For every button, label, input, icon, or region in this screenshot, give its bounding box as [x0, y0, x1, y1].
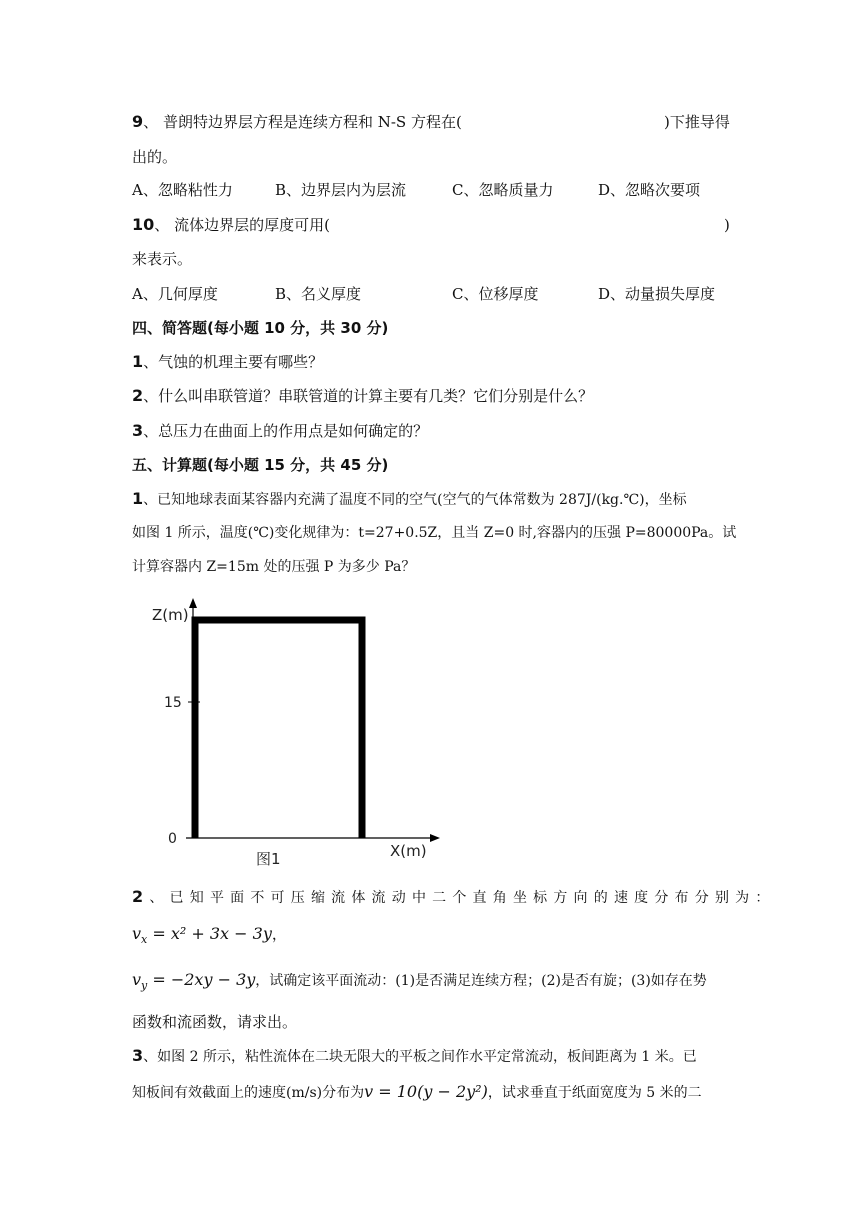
q10-tail: ): [724, 216, 730, 234]
q10-line: [132, 215, 330, 235]
q10-options: [132, 284, 752, 304]
q10-option-b: B、名义厚度: [275, 285, 362, 303]
z-axis-label: Z(m): [152, 606, 189, 624]
section5-p3-text1: 、如图 2 所示，粘性流体在二块无限大的平板之间作水平定常流动，板间距离为 1 米。已: [143, 1049, 697, 1065]
q9-tail: )下推导得: [664, 113, 730, 131]
section5-p2-line1: [132, 887, 776, 908]
vy-symbol: v: [132, 970, 142, 989]
q10-option-a: A、几何厚度: [132, 285, 218, 303]
section4-item-3: [132, 421, 428, 441]
vx-expression: = x² + 3x − 3y: [147, 924, 272, 943]
origin-label: 0: [168, 831, 177, 847]
q9-options: [132, 180, 752, 200]
vx-symbol: v: [132, 924, 142, 943]
vy-subscript: y: [141, 978, 148, 992]
section5-p1-line2: 如图 1 所示，温度(℃)变化规律为：t=27+0.5Z，且当 Z=0 时,容器内的压强 P=80000Pa。试: [132, 525, 737, 541]
q9-separator: 、: [143, 113, 159, 131]
vy-expression: = −2xy − 3y: [147, 970, 256, 989]
q9-option-d: D、忽略次要项: [598, 181, 701, 199]
section5-p3-number: 3: [132, 1046, 144, 1065]
section4-title: 四、简答题(每小题 10 分，共 30 分): [132, 319, 389, 337]
section5-title: 五、计算题(每小题 15 分，共 45 分): [132, 456, 389, 474]
section5-p3-line1: [132, 1046, 697, 1067]
section5-p2-vy-line: [132, 970, 707, 996]
q10-text: 流体边界层的厚度可用(: [174, 216, 330, 234]
section5-p2-vx-line: [132, 924, 287, 950]
section4-item-2-text: 、什么叫串联管道？串联管道的计算主要有几类？它们分别是什么？: [143, 387, 594, 405]
section5-p1-line1: [132, 489, 687, 510]
section4-item-3-number: 3: [132, 421, 144, 440]
container-outline: [195, 620, 362, 838]
section5-p1-line3: 计算容器内 Z=15m 处的压强 P 为多少 Pa？: [132, 559, 416, 575]
z-axis-arrow: [189, 598, 197, 608]
q10-option-c: C、位移厚度: [452, 285, 539, 303]
q9-line2: 出的。: [132, 148, 178, 166]
section4-item-1-text: 、气蚀的机理主要有哪些？: [143, 353, 324, 371]
section4-item-2: [132, 386, 593, 406]
figure-1-svg: [150, 594, 450, 874]
x-axis-arrow: [430, 834, 440, 842]
velocity-formula: v = 10(y − 2y²): [364, 1082, 488, 1101]
figure-1: [150, 594, 450, 874]
section4-item-2-number: 2: [132, 386, 144, 405]
vx-comma: ，: [271, 925, 287, 943]
q9-number: 9: [132, 112, 144, 131]
q9-option-b: B、边界层内为层流: [275, 181, 407, 199]
section5-p2-text3: ，试确定该平面流动：(1)是否满足连续方程；(2)是否有旋；(3)如存在势: [255, 973, 707, 989]
q10-separator: 、: [154, 216, 170, 234]
q10-number: 10: [132, 215, 155, 234]
section5-p2-text1: 、已知平面不可压缩流体流动中二个直角坐标方向的速度分布分别为：: [149, 890, 776, 906]
vx-subscript: x: [141, 933, 148, 946]
q10-line2: 来表示。: [132, 250, 193, 268]
x-axis-label: X(m): [390, 842, 427, 860]
q9-text: 普朗特边界层方程是连续方程和 N-S 方程在(: [162, 113, 462, 131]
section5-p3-text2a: 知板间有效截面上的速度(m/s)分布为: [132, 1085, 365, 1101]
section5-p2-line4: 函数和流函数，请求出。: [132, 1013, 298, 1031]
section5-p2-number: 2: [132, 887, 150, 906]
section4-item-1-number: 1: [132, 352, 144, 371]
section5-p3-text2b: ，试求垂直于纸面宽度为 5 米的二: [487, 1085, 702, 1101]
tick-15-label: 15: [164, 695, 182, 711]
q9-option-a: A、忽略粘性力: [132, 181, 233, 199]
figure-1-caption: 图1: [256, 850, 281, 868]
q10-option-d: D、动量损失厚度: [598, 285, 716, 303]
section4-item-1: [132, 352, 323, 372]
q9-line: [132, 112, 462, 132]
section5-p1-text1: 、已知地球表面某容器内充满了温度不同的空气(空气的气体常数为 287J/(kg.℃)，坐标: [143, 492, 687, 508]
section5-p1-number: 1: [132, 489, 144, 508]
section4-item-3-text: 、总压力在曲面上的作用点是如何确定的？: [143, 422, 429, 440]
q9-option-c: C、忽略质量力: [452, 181, 554, 199]
section5-p3-line2: [132, 1082, 702, 1103]
